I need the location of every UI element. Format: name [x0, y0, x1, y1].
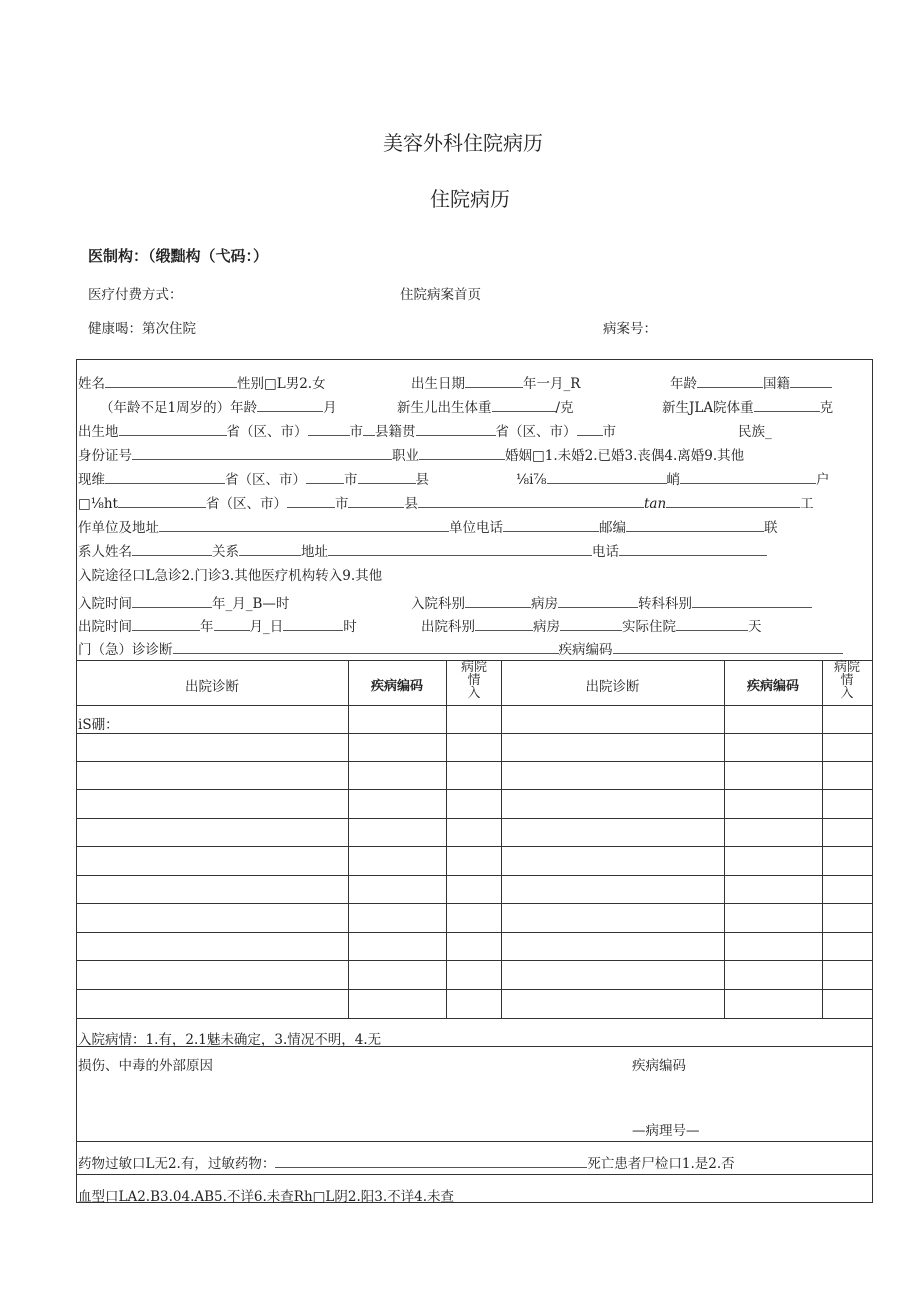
birth-label: 出生日期	[411, 376, 465, 392]
current-addr-label: 现维	[78, 472, 105, 488]
birth-weight-label: 新生儿出生体重	[397, 400, 492, 416]
city-label-3: 市	[344, 472, 358, 488]
marriage-field[interactable]: 婚姻□1.未婚2.已婚3.丧偶4.离婚9.其他	[505, 448, 745, 464]
row-birth	[411, 372, 580, 392]
table-row-line	[76, 733, 873, 734]
case-no-label: 病案号：	[603, 321, 657, 337]
discharge-year: 年	[200, 619, 214, 635]
col-line	[724, 660, 725, 1018]
admit-weight-label: 新生JLA院体重	[662, 400, 754, 416]
section-line	[76, 1141, 873, 1142]
institution-line: 医制构：（缎黜构（弋码：）	[88, 247, 269, 265]
day-unit: 天	[748, 619, 762, 635]
col-line	[501, 660, 502, 1018]
row-current	[78, 468, 429, 488]
payment-label: 医疗付费方式：	[88, 287, 183, 303]
infant-age-label: （年龄不足1周岁的）年龄	[100, 400, 258, 416]
outpatient-diag-label: 门（急）诊诊断	[78, 642, 173, 658]
health-line: 健康喝：第次住院	[88, 321, 196, 337]
col-line	[446, 660, 447, 1018]
row-admit-weight	[662, 396, 833, 416]
contact-label: 系人姓名	[78, 544, 132, 560]
outpatient-code-label: 疾病编码	[558, 642, 613, 658]
header-condition-2: 病院 情 入	[833, 660, 860, 701]
main-diagnosis-label: iS硼：	[78, 717, 119, 733]
contact-phone-label: 电话	[592, 544, 619, 560]
province-label: 省（区、市）	[226, 424, 308, 440]
row-name	[78, 372, 326, 392]
admit-condition[interactable]: 入院病情：1.有，2.1魅未确定，3.情况不明，4.无	[78, 1032, 382, 1048]
row-infant	[100, 396, 337, 416]
table-bottom-line	[76, 1018, 873, 1019]
header-disease-code-2: 疾病编码	[746, 679, 799, 694]
col-line	[822, 660, 823, 1018]
header-discharge-diag-2: 出院诊断	[585, 679, 640, 695]
section-line	[76, 1174, 873, 1175]
admit-time-label: 入院时间	[78, 596, 132, 612]
birth-ymd: 年一月_R	[523, 376, 581, 392]
age-label: 年龄	[670, 376, 697, 392]
row-admit-dept	[411, 592, 812, 612]
record-front-label: 住院病案首页	[400, 287, 481, 303]
admit-dept-label: 入院科别	[411, 596, 465, 612]
row-admit-time	[78, 592, 289, 612]
gender-field[interactable]: 性别□L男2.女	[237, 376, 326, 392]
header-condition-1: 病院 情 入	[460, 660, 487, 701]
table-row-line	[76, 789, 873, 790]
household-label: □⅛ht	[78, 496, 118, 512]
col-line	[348, 660, 349, 1018]
city-label-4: 市	[334, 496, 349, 512]
transfer-label: 转科科别	[638, 596, 692, 612]
allergy-field[interactable]: 药物过敏口L无2.有，过敏药物：	[78, 1156, 276, 1172]
row-contact	[78, 540, 767, 560]
tan-label: tan	[643, 496, 667, 512]
gong-label: 工	[800, 496, 814, 512]
injury-code-label: 疾病编码	[632, 1058, 686, 1074]
allergy-row	[78, 1152, 735, 1172]
autopsy-field[interactable]: 死亡患者尸检口1.是2.否	[587, 1156, 735, 1172]
table-row-line	[76, 960, 873, 961]
row-birth-weight	[397, 396, 574, 416]
province-label-3: 省（区、市）	[225, 472, 306, 488]
row-age	[670, 372, 832, 392]
lian-label: 联	[764, 520, 778, 536]
discharge-dept-label: 出院科别	[421, 619, 475, 635]
row-household	[78, 492, 814, 512]
gram-unit-1: /克	[555, 400, 574, 416]
table-row-line	[76, 932, 873, 933]
row-discharge-time	[78, 615, 357, 635]
table-row-line	[76, 989, 873, 990]
row-id	[78, 444, 744, 464]
birthplace-label: 出生地	[78, 424, 119, 440]
job-label: 职业	[392, 448, 419, 464]
row-birthplace	[78, 420, 616, 440]
actual-stay-label: 实际住院	[622, 619, 676, 635]
city-label: 市	[349, 424, 363, 440]
header-disease-code-1: 疾病编码	[370, 679, 423, 694]
header-discharge-diag-1: 出院诊断	[185, 679, 239, 695]
hu-label: 户	[816, 472, 830, 488]
name-label: 姓名	[78, 376, 105, 392]
admit-ymd: 年_月_B—时	[212, 596, 290, 612]
row-current-right	[516, 468, 830, 488]
table-row-line	[76, 875, 873, 876]
nation-label: 国籍	[763, 376, 790, 392]
work-post-label: 邮编	[599, 520, 626, 536]
work-phone-label: 单位电话	[449, 520, 503, 536]
admit-ward-label: 病房	[531, 596, 558, 612]
county-label: 县	[415, 472, 429, 488]
table-row-line	[76, 761, 873, 762]
gram-unit-2: 克	[819, 400, 834, 416]
phone-label: ⅛i⅞	[516, 472, 547, 488]
injury-cause-label: 损伤、中毒的外部原因	[78, 1058, 213, 1074]
county-label-2: 县	[404, 496, 418, 512]
document-title: 美容外科住院病历	[383, 131, 543, 155]
post-label: 峭	[666, 472, 680, 488]
pathology-label: —病理号—	[632, 1123, 700, 1139]
province-label-4: 省（区、市）	[205, 496, 287, 512]
document-subtitle: 住院病历	[430, 187, 510, 211]
table-row-line	[76, 818, 873, 819]
ethnic-label: 民族_	[738, 424, 772, 440]
section-line	[76, 1046, 873, 1047]
table-row-line	[76, 846, 873, 847]
table-row-line	[76, 903, 873, 904]
province-label-2: 省（区、市）	[495, 424, 577, 440]
row-discharge-dept	[421, 615, 762, 635]
table-header-line	[76, 705, 873, 706]
relation-label: 关系	[212, 544, 239, 560]
native-label: 县籍贯	[375, 424, 416, 440]
row-work	[78, 516, 778, 536]
id-label: 身份证号	[78, 448, 132, 464]
discharge-month-day: 月_日	[249, 619, 284, 635]
blood-type-field[interactable]: 血型口LA2.B3.04.AB5.不详6.未查Rh□L阴2.阳3.不详4.未查	[78, 1189, 455, 1205]
admit-route[interactable]: 入院途径口L急诊2.门诊3.其他医疗机构转入9.其他	[78, 568, 383, 584]
discharge-time-label: 出院时间	[78, 619, 132, 635]
city-label-2: 市	[602, 424, 616, 440]
discharge-hour: 时	[343, 619, 357, 635]
row-outpatient	[78, 638, 843, 658]
work-label: 作单位及地址	[78, 520, 159, 536]
contact-addr-label: 地址	[301, 544, 328, 560]
month-label: 月	[323, 400, 337, 416]
discharge-ward-label: 病房	[533, 619, 560, 635]
